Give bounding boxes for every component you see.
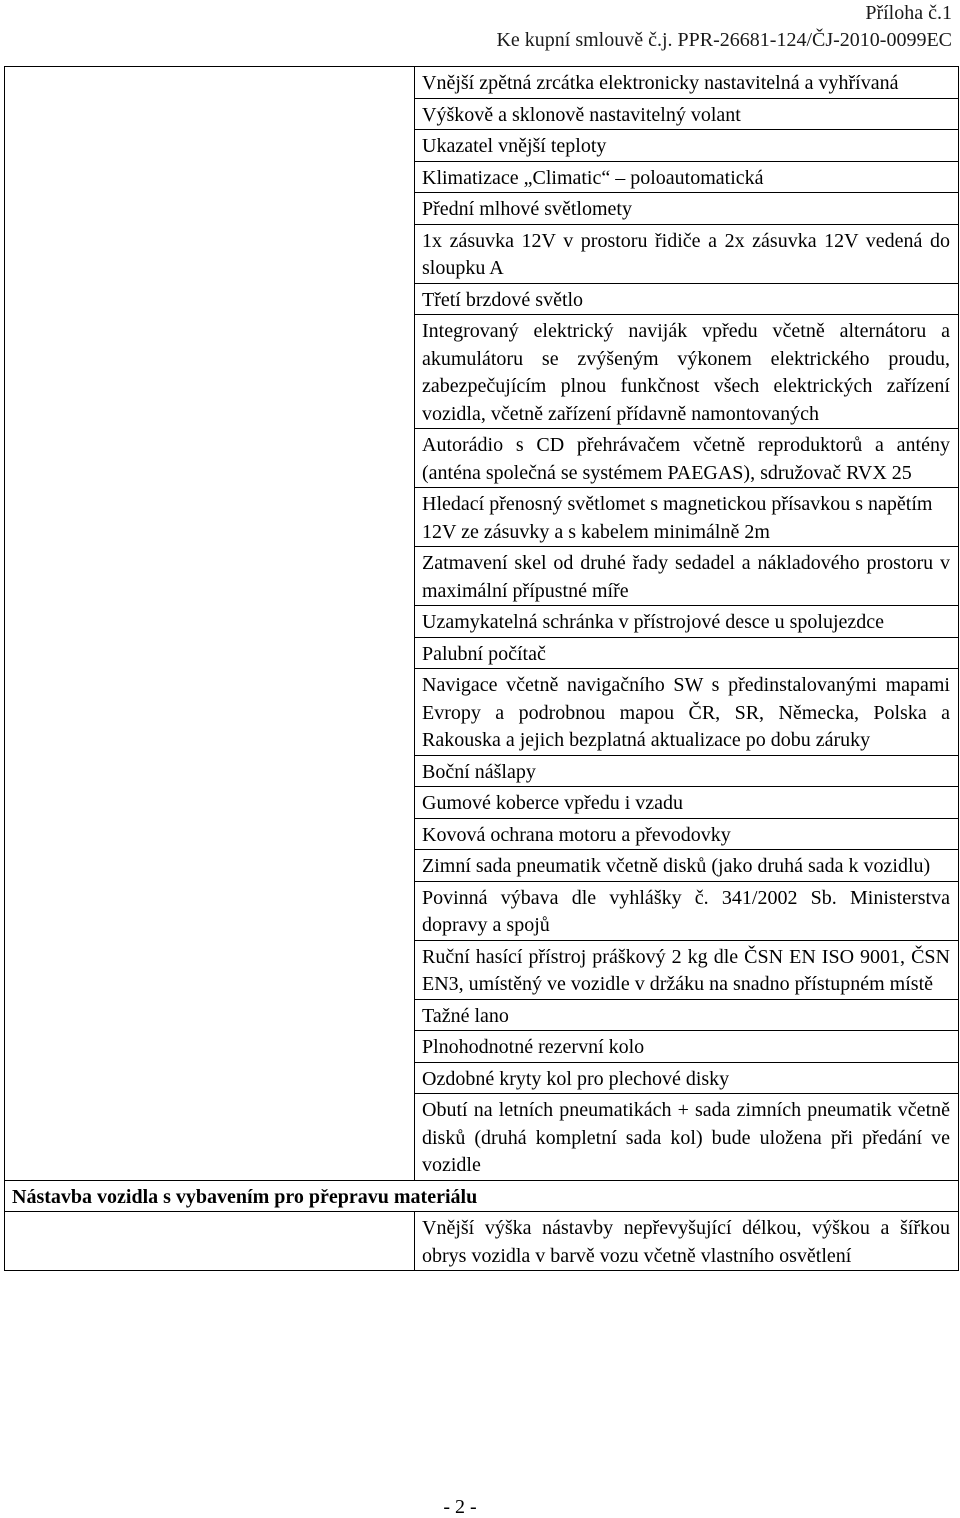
table-cell: Obutí na letních pneumatikách + sada zimních pneumatik včetně disků (druhá kompletní sada kol) bude uložena při předání ve vozidle bbox=[415, 1094, 959, 1181]
table-cell: Ruční hasící přístroj práškový 2 kg dle ČSN EN ISO 9001, ČSN EN3, umístěný ve vozidle v držáku na snadno přístupném místě bbox=[415, 940, 959, 999]
table-cell: Ukazatel vnější teploty bbox=[415, 130, 959, 162]
table-cell: Palubní počítač bbox=[415, 637, 959, 669]
table-cell: Výškově a sklonově nastavitelný volant bbox=[415, 98, 959, 130]
table-cell: Vnější výška nástavby nepřevyšující délkou, výškou a šířkou obrys vozidla v barvě vozu včetně vlastního osvětlení bbox=[415, 1212, 959, 1271]
header-contract-reference: Ke kupní smlouvě č.j. PPR-26681-124/ČJ-2010-0099EC bbox=[496, 29, 952, 51]
section-heading: Nástavba vozidla s vybavením pro přepravu materiálu bbox=[5, 1180, 959, 1212]
table-cell: Přední mlhové světlomety bbox=[415, 193, 959, 225]
table-cell: Zatmavení skel od druhé řady sedadel a nákladového prostoru v maximální přípustné míře bbox=[415, 547, 959, 606]
equipment-table bbox=[4, 66, 959, 1271]
table-cell: Autorádio s CD přehrávačem včetně reproduktorů a antény (anténa společná se systémem PAEGAS), sdružovač RVX 25 bbox=[415, 429, 959, 488]
table-left-cell bbox=[5, 1212, 415, 1271]
table-cell: Integrovaný elektrický naviják vpředu včetně alternátoru a akumulátoru se zvýšeným výkonem elektrického proudu, zabezpečujícím plnou funkčnost všech elektrických zařízení vozidla, včetně zařízení přídavně namontovaných bbox=[415, 315, 959, 429]
table-cell: 1x zásuvka 12V v prostoru řidiče a 2x zásuvka 12V vedená do sloupku A bbox=[415, 224, 959, 283]
table-cell: Třetí brzdové světlo bbox=[415, 283, 959, 315]
table-cell: Kovová ochrana motoru a převodovky bbox=[415, 818, 959, 850]
table-cell: Gumové koberce vpředu i vzadu bbox=[415, 787, 959, 819]
table-cell: Hledací přenosný světlomet s magnetickou přísavkou s napětím 12V ze zásuvky a s kabelem minimálně 2m bbox=[415, 488, 959, 547]
page-number: - 2 - bbox=[443, 1496, 477, 1518]
table-cell: Ozdobné kryty kol pro plechové disky bbox=[415, 1062, 959, 1094]
table-left-cell bbox=[5, 67, 415, 1181]
header-attachment-label: Příloha č.1 bbox=[865, 2, 952, 24]
table-row bbox=[5, 1212, 959, 1271]
table-cell: Vnější zpětná zrcátka elektronicky nastavitelná a vyhřívaná bbox=[415, 67, 959, 99]
table-cell: Povinná výbava dle vyhlášky č. 341/2002 Sb. Ministerstva dopravy a spojů bbox=[415, 881, 959, 940]
table-cell: Uzamykatelná schránka v přístrojové desce u spolujezdce bbox=[415, 606, 959, 638]
table-cell: Klimatizace „Climatic“ – poloautomatická bbox=[415, 161, 959, 193]
table-cell: Boční nášlapy bbox=[415, 755, 959, 787]
table-row bbox=[5, 67, 959, 99]
table-cell: Plnohodnotné rezervní kolo bbox=[415, 1031, 959, 1063]
section-heading-row bbox=[5, 1180, 959, 1212]
table-cell: Tažné lano bbox=[415, 999, 959, 1031]
table-cell: Navigace včetně navigačního SW s předinstalovanými mapami Evropy a podrobnou mapou ČR, SR, Německa, Polska a Rakouska a jejich bezplatná aktualizace po dobu záruky bbox=[415, 669, 959, 756]
table-cell: Zimní sada pneumatik včetně disků (jako druhá sada k vozidlu) bbox=[415, 850, 959, 882]
